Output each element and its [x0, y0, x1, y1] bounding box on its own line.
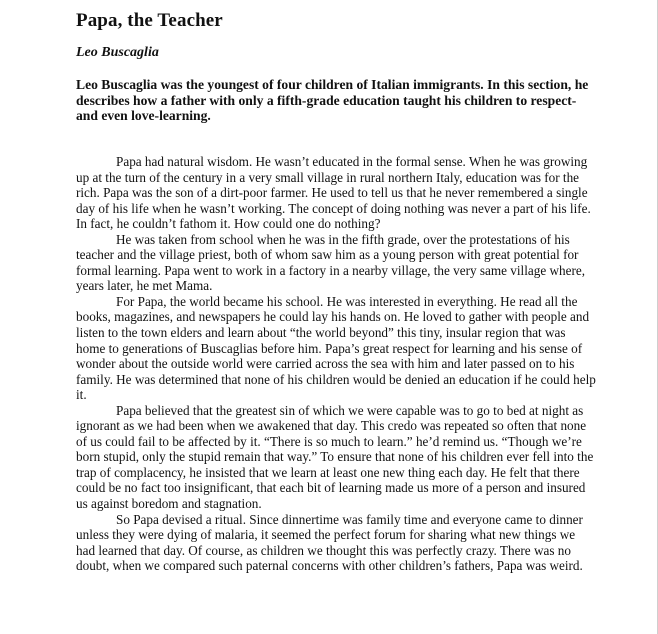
body-paragraph: Papa believed that the greatest sin of which we were capable was to go to bed at night as ignorant as we had been when we awakened that day. This credo was repeated so often that none of us could fail to be affected by it. “There is so much to learn.” he’d remind us. “Though we’re born stupid, only the stupid remain that way.” To ensure that none of his children ever fell into the trap of complacency, he insisted that we learn at least one new thing each day. He felt that there could be no fact too insignificant, that each bit of learning made us more of a person and insured us against boredom and stagnation. [76, 402, 594, 512]
body-paragraph: So Papa devised a ritual. Since dinnertime was family time and everyone came to dinner unless they were dying of malaria, it seemed the perfect forum for sharing what new things we had learned that day. Of course, as children we thought this was perfectly crazy. There was no doubt, when we compared such paternal concerns with other children’s fathers, Papa was weird. [76, 511, 583, 574]
author-name: Leo Buscaglia [76, 45, 159, 60]
document-title: Papa, the Teacher [76, 10, 223, 31]
intro-paragraph: Leo Buscaglia was the youngest of four children of Italian immigrants. In this section, he describes how a father with only a fifth-grade education taught his children to respect-and even love-learning. [76, 77, 589, 123]
body-paragraph: He was taken from school when he was in the fifth grade, over the protestations of his teacher and the village priest, both of whom saw him as a young person with great potential for formal learning. Papa went to work in a factory in a nearby village, the very same village where, years later, he met Mama. [76, 231, 585, 294]
body-paragraph: Papa had natural wisdom. He wasn’t educated in the formal sense. When he was growing up at the turn of the century in a very small village in rural northern Italy, education was for the rich. Papa was the son of a dirt-poor farmer. He used to tell us that he never remembered a single day of his life when he wasn’t working. The concept of doing nothing was never a part of his life. In fact, he couldn’t fathom it. How could one do nothing? [76, 154, 591, 232]
body-text [76, 154, 596, 574]
body-paragraph: For Papa, the world became his school. He was interested in everything. He read all the books, magazines, and newspapers he could lay his hands on. He loved to gather with people and listen to the town elders and learn about “the world beyond” this tiny, insular region that was home to generations of Buscaglias before him. Papa’s great respect for learning and his sense of wonder about the outside world were carried across the sea with him and later passed on to his family. He was determined that none of his children would be denied an education if he could help it. [76, 293, 596, 403]
